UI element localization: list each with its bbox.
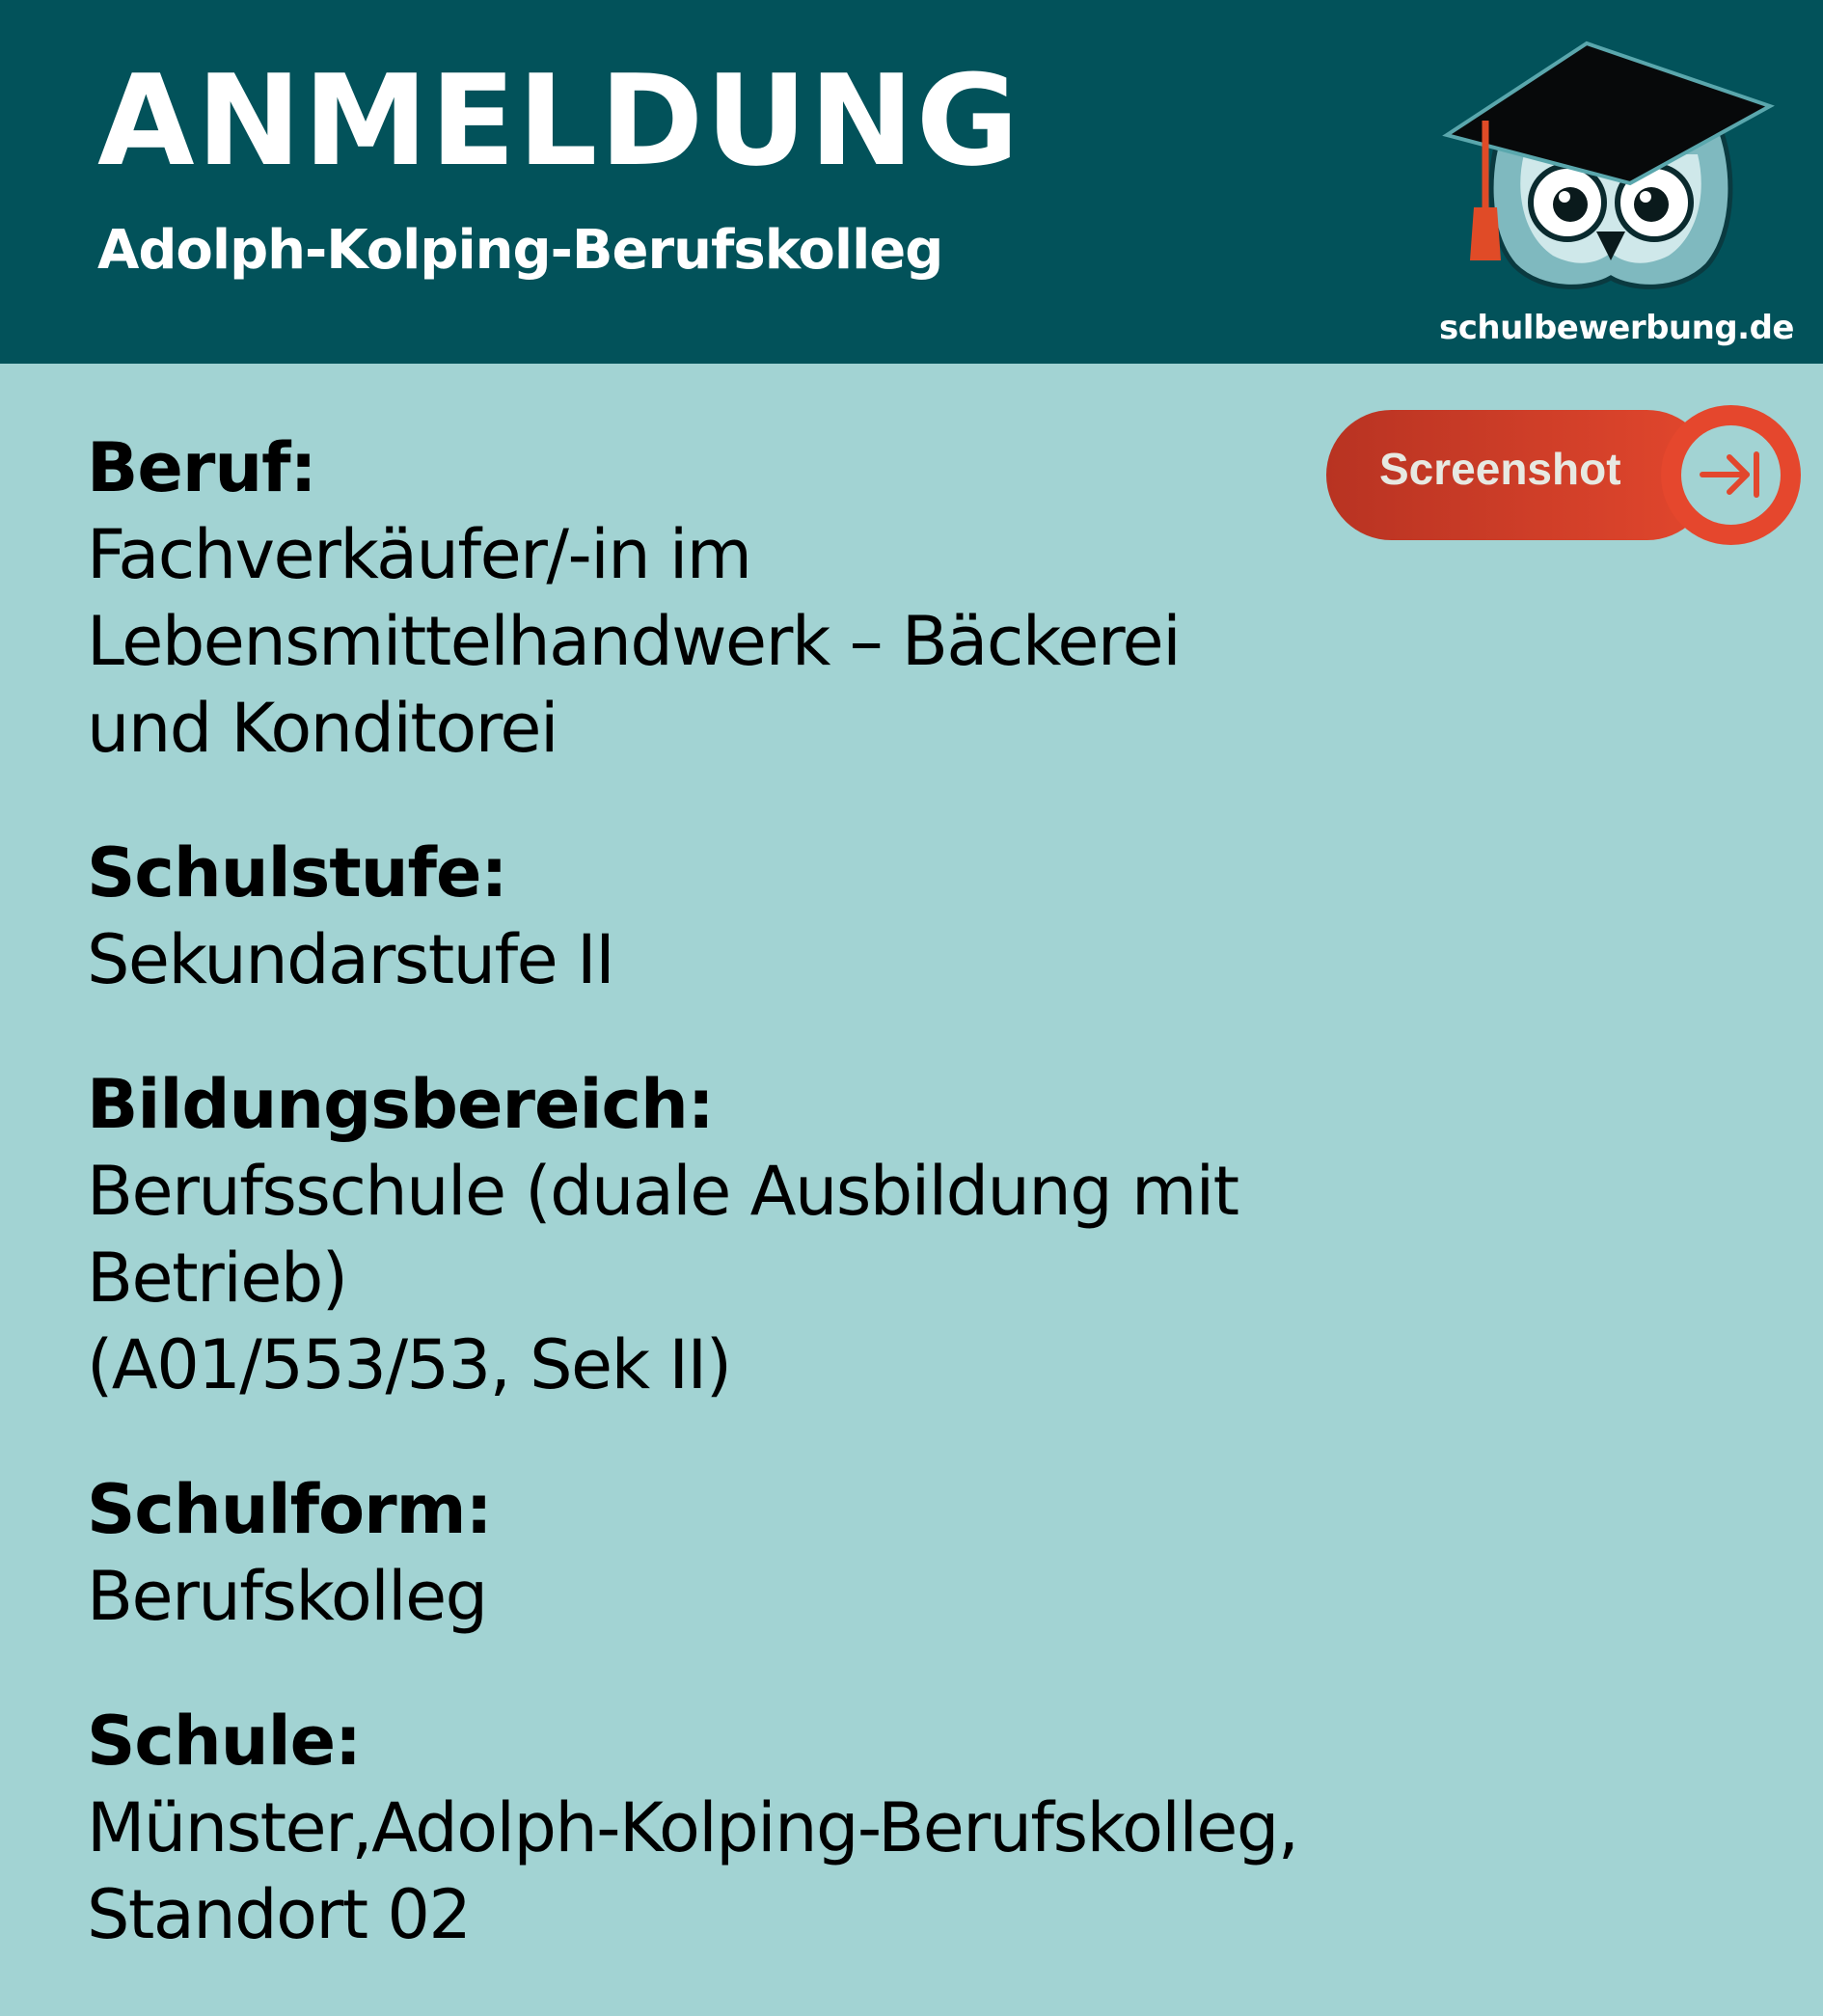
- field-value-line: und Konditorei: [87, 689, 558, 768]
- field-beruf: [87, 424, 1360, 772]
- field-value-line: Sekundarstufe II: [87, 920, 614, 999]
- login-arrow-icon: [1687, 431, 1774, 518]
- field-value-line: Münster,Adolph-Kolping-Berufskolleg,: [87, 1788, 1298, 1867]
- field-label: Beruf:: [87, 428, 316, 507]
- header-banner: [0, 0, 1823, 364]
- field-value-line: Standort 02: [87, 1875, 471, 1954]
- screenshot-button[interactable]: [1326, 405, 1799, 545]
- schulbewerbung-logo[interactable]: [1428, 29, 1794, 352]
- logo-text: schulbewerbung.de: [1439, 309, 1794, 347]
- page-title: ANMELDUNG: [97, 47, 1021, 194]
- field-label: Bildungsbereich:: [87, 1065, 714, 1144]
- field-value-line: (A01/553/53, Sek II): [87, 1325, 731, 1404]
- field-schulform: [87, 1466, 1360, 1640]
- registration-details: [87, 424, 1360, 2016]
- field-value-line: Berufsschule (duale Ausbildung mit Betrieb): [87, 1152, 1238, 1318]
- school-name-subtitle: Adolph-Kolping-Berufskolleg: [97, 219, 943, 282]
- screenshot-button-label: Screenshot: [1379, 444, 1621, 494]
- field-value-line: Berufskolleg: [87, 1557, 487, 1636]
- field-schulstufe: [87, 830, 1360, 1003]
- owl-graduation-cap-logo-icon: [1428, 29, 1784, 309]
- field-schule: [87, 1698, 1360, 1958]
- field-label: Schulstufe:: [87, 833, 507, 913]
- field-label: Schule:: [87, 1702, 362, 1781]
- screenshot-button-pill[interactable]: [1326, 410, 1712, 540]
- field-label: Schulform:: [87, 1470, 492, 1549]
- screenshot-button-circle[interactable]: [1661, 405, 1801, 545]
- field-value-line: Fachverkäufer/-in im: [87, 515, 751, 594]
- field-value-line: Lebensmittelhandwerk – Bäckerei: [87, 602, 1181, 681]
- field-bildungsbereich: [87, 1061, 1360, 1408]
